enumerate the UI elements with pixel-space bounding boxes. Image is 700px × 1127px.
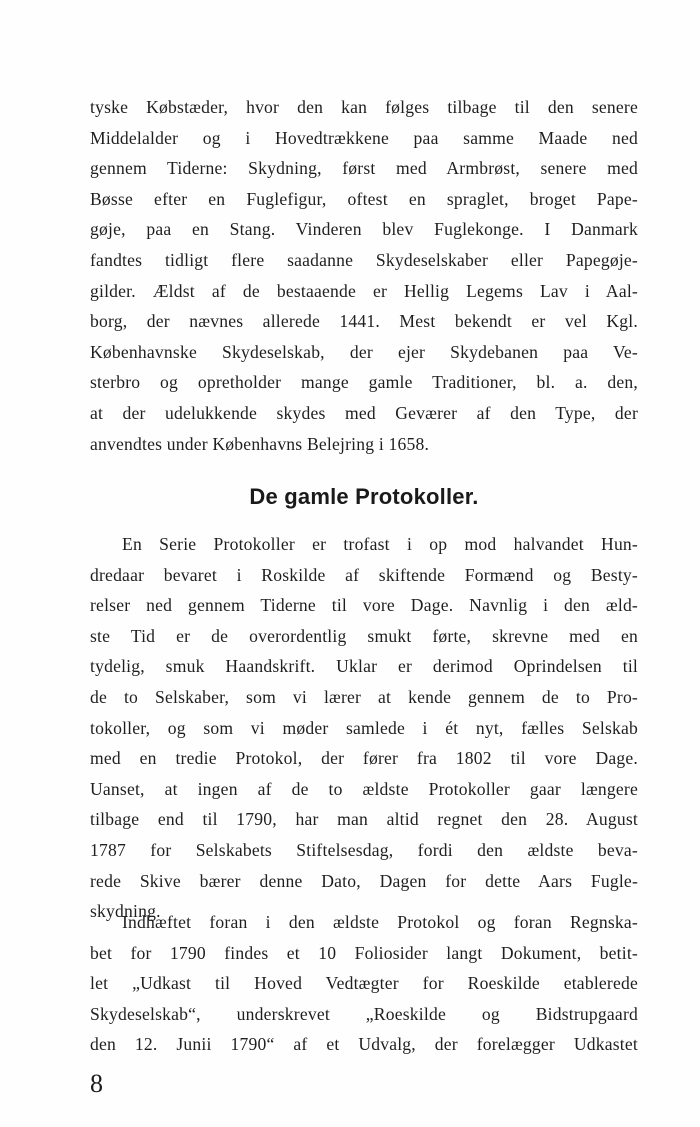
text-line: de to Selskaber, som vi lærer at kende gennem de to Pro- bbox=[90, 686, 638, 707]
text-line: Københavnske Skydeselskab, der ejer Skydebanen paa Ve- bbox=[90, 341, 638, 362]
text-line: En Serie Protokoller er trofast i op mod halvandet Hun- bbox=[122, 534, 638, 554]
text-line: Indhæftet foran i den ældste Protokol og foran Regnska- bbox=[122, 912, 638, 932]
page-number: 8 bbox=[90, 1069, 103, 1098]
text-line: tokoller, og som vi møder samlede i ét nyt, fælles Selskab bbox=[90, 717, 638, 738]
text-line: ste Tid er de overordentlig smukt førte, skrevne med en bbox=[90, 625, 638, 646]
text-line: tyske Købstæder, hvor den kan følges tilbage til den senere bbox=[90, 97, 638, 117]
text-line: den 12. Junii 1790“ af et Udvalg, der forelægger Udkastet bbox=[90, 1034, 638, 1055]
paragraph-intro bbox=[90, 92, 638, 459]
text-line: Skydeselskab“, underskrevet „Roeskilde og Bidstrupgaard bbox=[90, 1003, 638, 1024]
text-line: gøje, paa en Stang. Vinderen blev Fuglekonge. I Danmark bbox=[90, 219, 638, 240]
text-line: 1787 for Selskabets Stiftelsesdag, fordi den ældste beva- bbox=[90, 839, 638, 860]
text-line: relser ned gennem Tiderne til vore Dage. Navnlig i den æld- bbox=[90, 595, 638, 616]
text-line: gennem Tiderne: Skydning, først med Armbrøst, senere med bbox=[90, 158, 638, 179]
text-line: at der udelukkende skydes med Geværer af den Type, der bbox=[90, 402, 638, 423]
text-line: anvendtes under Københavns Belejring i 1658. bbox=[90, 433, 430, 454]
text-line: tydelig, smuk Haandskrift. Uklar er derimod Oprindelsen til bbox=[90, 656, 638, 677]
text-line: Bøsse efter en Fuglefigur, oftest en spraglet, broget Pape- bbox=[90, 188, 638, 209]
text-line: gilder. Ældst af de bestaaende er Hellig Legems Lav i Aal- bbox=[90, 280, 638, 301]
text-line: rede Skive bærer denne Dato, Dagen for dette Aars Fugle- bbox=[90, 870, 638, 891]
text-line: borg, der nævnes allerede 1441. Mest bekendt er vel Kgl. bbox=[90, 311, 638, 332]
text-line: bet for 1790 findes et 10 Foliosider langt Dokument, betit- bbox=[90, 942, 638, 963]
text-line: med en tredie Protokol, der fører fra 1802 til vore Dage. bbox=[90, 748, 638, 769]
text-line: sterbro og opretholder mange gamle Traditioner, bl. a. den, bbox=[90, 372, 638, 393]
text-line: let „Udkast til Hoved Vedtægter for Roeskilde etablerede bbox=[90, 973, 638, 994]
text-line: Middelalder og i Hovedtrækkene paa samme Maade ned bbox=[90, 127, 638, 148]
text-line: tilbage end til 1790, har man altid regnet den 28. August bbox=[90, 809, 638, 830]
text-line: skydning. bbox=[90, 901, 161, 922]
section-heading: De gamle Protokoller. bbox=[249, 484, 479, 509]
text-line: fandtes tidligt flere saadanne Skydeselskaber eller Papegøje- bbox=[90, 249, 638, 270]
text-line: Uanset, at ingen af de to ældste Protokoller gaar længere bbox=[90, 778, 638, 799]
paragraph-document bbox=[90, 907, 638, 1060]
text-line: dredaar bevaret i Roskilde af skiftende Formænd og Besty- bbox=[90, 564, 638, 585]
paragraph-protocols bbox=[90, 529, 638, 927]
